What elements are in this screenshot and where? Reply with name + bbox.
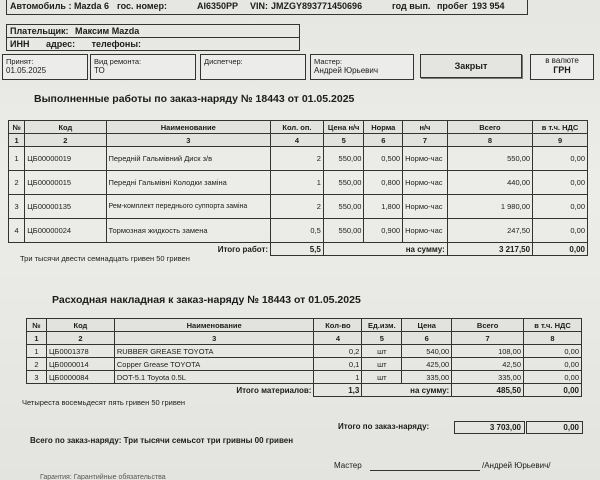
row-vat: 0,00 [533, 147, 588, 171]
payer-label: Плательщик: [10, 26, 69, 36]
row-code: ЦБ00000019 [25, 147, 106, 171]
row-name: DOT-5.1 Toyota 0.5L [114, 371, 314, 384]
row-vat: 0,00 [524, 358, 582, 371]
materials-total-qty: 1,3 [314, 384, 362, 397]
materials-col-n: № [27, 319, 47, 332]
works-col-unit: н/ч [403, 121, 448, 134]
order-total-words: Три тысячи семьсот три гривны 00 гривен [123, 436, 294, 445]
materials-sum-value: 485,50 [452, 384, 524, 397]
row-vat: 0,00 [533, 219, 588, 243]
row-code: ЦБ00000015 [25, 171, 106, 195]
table-row [9, 219, 588, 243]
works-col-vat: в т.ч. НДС [533, 121, 588, 134]
plate-value: AI6350PP [197, 1, 239, 11]
row-price: 550,00 [323, 195, 364, 219]
row-code: ЦБ0000084 [46, 371, 114, 384]
master-value: Андрей Юрьевич [314, 66, 379, 75]
works-title: Выполненные работы по заказ-наряду № 18443 от 01.05.2025 [34, 93, 355, 105]
currency-value: ГРН [553, 65, 571, 75]
repair-type-value: ТО [94, 66, 105, 75]
inn-row [6, 37, 300, 51]
row-qty: 2 [271, 195, 324, 219]
row-total: 440,00 [447, 171, 532, 195]
materials-sum-vat: 0,00 [524, 384, 582, 397]
works-sum-vat: 0,00 [533, 243, 588, 256]
works-colnum-row [9, 134, 588, 147]
currency-label: в валюте [545, 56, 579, 65]
materials-col-code: Код [46, 319, 114, 332]
works-header-row [9, 121, 588, 134]
materials-colnum: 1 [27, 332, 47, 345]
car-label: Автомобиль : Mazda 6 [10, 1, 109, 11]
mileage-label: пробег [437, 1, 468, 11]
vehicle-header [6, 0, 528, 15]
row-total: 42,50 [452, 358, 524, 371]
table-row [27, 345, 582, 358]
row-qty: 0,5 [271, 219, 324, 243]
order-total-label: Итого по заказ-наряду: [338, 422, 430, 431]
row-number: 1 [27, 345, 47, 358]
works-sum-value: 3 217,50 [447, 243, 532, 256]
materials-sum-words: Четыреста восемьдесят пять гривен 50 гривен [22, 398, 186, 407]
table-row [9, 171, 588, 195]
order-total-words-row [30, 436, 293, 445]
row-code: ЦБ00000024 [25, 219, 106, 243]
order-total-vat: 0,00 [526, 421, 583, 434]
table-row [27, 358, 582, 371]
master-box [310, 54, 414, 80]
materials-colnum-row [27, 332, 582, 345]
vin-label: VIN: [250, 1, 268, 11]
materials-header-row [27, 319, 582, 332]
works-total-qty: 5,5 [271, 243, 324, 256]
row-number: 4 [9, 219, 25, 243]
materials-total-row [27, 384, 582, 397]
row-norm: 0,900 [364, 219, 403, 243]
row-total: 1 980,00 [447, 195, 532, 219]
row-qty: 1 [314, 371, 362, 384]
phones-label: телефоны: [91, 39, 141, 49]
accepted-box [2, 54, 88, 80]
row-total: 335,00 [452, 371, 524, 384]
works-colnum: 6 [364, 134, 403, 147]
materials-colnum: 6 [402, 332, 452, 345]
materials-col-unit: Ед.изм. [362, 319, 402, 332]
row-vat: 0,00 [524, 345, 582, 358]
materials-colnum: 4 [314, 332, 362, 345]
materials-title: Расходная накладная к заказ-наряду № 18443 от 01.05.2025 [52, 294, 361, 306]
accepted-label: Принят: [6, 57, 34, 66]
payer-name: Максим Mazda [75, 26, 140, 36]
materials-colnum: 5 [362, 332, 402, 345]
row-vat: 0,00 [533, 195, 588, 219]
row-code: ЦБ0000014 [46, 358, 114, 371]
table-row [27, 371, 582, 384]
row-price: 550,00 [323, 171, 364, 195]
works-col-price: Цена н/ч [323, 121, 364, 134]
signature-master-label: Мастер [334, 461, 362, 470]
works-col-code: Код [25, 121, 106, 134]
repair-type-box [90, 54, 196, 80]
works-colnum: 3 [106, 134, 271, 147]
row-norm: 0,800 [364, 171, 403, 195]
inn-label: ИНН [10, 39, 30, 49]
works-colnum: 1 [9, 134, 25, 147]
row-vat: 0,00 [524, 371, 582, 384]
row-code: ЦБ0001378 [46, 345, 114, 358]
currency-box [530, 54, 594, 80]
row-unit: Нормо-час [403, 219, 448, 243]
row-unit: Нормо-час [403, 195, 448, 219]
works-sum-words: Три тысячи двести семнадцать гривен 50 гривен [20, 254, 190, 263]
row-qty: 0,2 [314, 345, 362, 358]
order-total-words-label: Всего по заказ-наряду: [30, 436, 122, 445]
materials-total-label: Итого материалов: [27, 384, 314, 397]
row-number: 2 [27, 358, 47, 371]
mileage-value: 193 954 [472, 1, 505, 11]
dispatcher-box [200, 54, 306, 80]
row-code: ЦБ00000135 [25, 195, 106, 219]
row-price: 550,00 [323, 147, 364, 171]
row-total: 550,00 [447, 147, 532, 171]
works-colnum: 2 [25, 134, 106, 147]
works-col-qty: Кол. оп. [271, 121, 324, 134]
row-qty: 1 [271, 171, 324, 195]
row-price: 335,00 [402, 371, 452, 384]
works-sum-label: на сумму: [323, 243, 447, 256]
row-number: 1 [9, 147, 25, 171]
row-total: 247,50 [447, 219, 532, 243]
works-col-n: № [9, 121, 25, 134]
address-label: адрес: [45, 39, 76, 49]
year-label: год вып. [392, 1, 431, 11]
order-total-value: 3 703,00 [454, 421, 525, 434]
materials-col-price: Цена [402, 319, 452, 332]
row-name: Тормозная жидкость замена [106, 219, 271, 243]
row-unit: Нормо-час [403, 147, 448, 171]
vin-value: JMZGY893771450696 [271, 1, 363, 11]
works-table [8, 120, 588, 256]
plate-label: гос. номер: [117, 1, 167, 11]
row-qty: 0,1 [314, 358, 362, 371]
row-name: Copper Grease TOYOTA [114, 358, 314, 371]
works-col-norm: Норма [364, 121, 403, 134]
works-col-total: Всего [447, 121, 532, 134]
row-name: Рем-комплект переднього суппорта заміна [106, 195, 271, 219]
row-price: 540,00 [402, 345, 452, 358]
row-total: 108,00 [452, 345, 524, 358]
row-number: 3 [27, 371, 47, 384]
footer-text: Гарантия: Гарантийные обязательства [40, 474, 166, 480]
works-colnum: 7 [403, 134, 448, 147]
row-unit: шт [362, 371, 402, 384]
materials-col-vat: в т.ч. НДС [524, 319, 582, 332]
works-colnum: 4 [271, 134, 324, 147]
materials-colnum: 2 [46, 332, 114, 345]
closed-status-button[interactable]: Закрыт [420, 54, 522, 78]
works-colnum: 9 [533, 134, 588, 147]
row-number: 2 [9, 171, 25, 195]
table-row [9, 147, 588, 171]
row-vat: 0,00 [533, 171, 588, 195]
row-unit: шт [362, 345, 402, 358]
works-total-label: Итого работ: [9, 243, 271, 256]
works-col-name: Наименование [106, 121, 271, 134]
row-norm: 0,500 [364, 147, 403, 171]
accepted-value: 01.05.2025 [6, 66, 47, 75]
master-label: Мастер: [314, 57, 343, 66]
materials-col-total: Всего [452, 319, 524, 332]
works-colnum: 8 [447, 134, 532, 147]
repair-type-label: Вид ремонта: [94, 57, 142, 66]
materials-col-qty: Кол-во [314, 319, 362, 332]
materials-sum-label: на сумму: [362, 384, 452, 397]
materials-colnum: 3 [114, 332, 314, 345]
row-norm: 1,800 [364, 195, 403, 219]
materials-table [26, 318, 582, 397]
table-row [9, 195, 588, 219]
payer-row [6, 24, 300, 38]
materials-colnum: 8 [524, 332, 582, 345]
row-price: 425,00 [402, 358, 452, 371]
dispatcher-label: Диспетчер: [204, 57, 243, 66]
row-name: RUBBER GREASE TOYOTA [114, 345, 314, 358]
row-name: Передній Гальмівний Диск з/в [106, 147, 271, 171]
row-unit: шт [362, 358, 402, 371]
row-qty: 2 [271, 147, 324, 171]
materials-colnum: 7 [452, 332, 524, 345]
signature-line [370, 470, 480, 471]
row-unit: Нормо-час [403, 171, 448, 195]
works-colnum: 5 [323, 134, 364, 147]
row-number: 3 [9, 195, 25, 219]
row-price: 550,00 [323, 219, 364, 243]
row-name: Передні Гальмівні Колодки заміна [106, 171, 271, 195]
signature-master-name: /Андрей Юрьевич/ [482, 461, 551, 470]
materials-col-name: Наименование [114, 319, 314, 332]
